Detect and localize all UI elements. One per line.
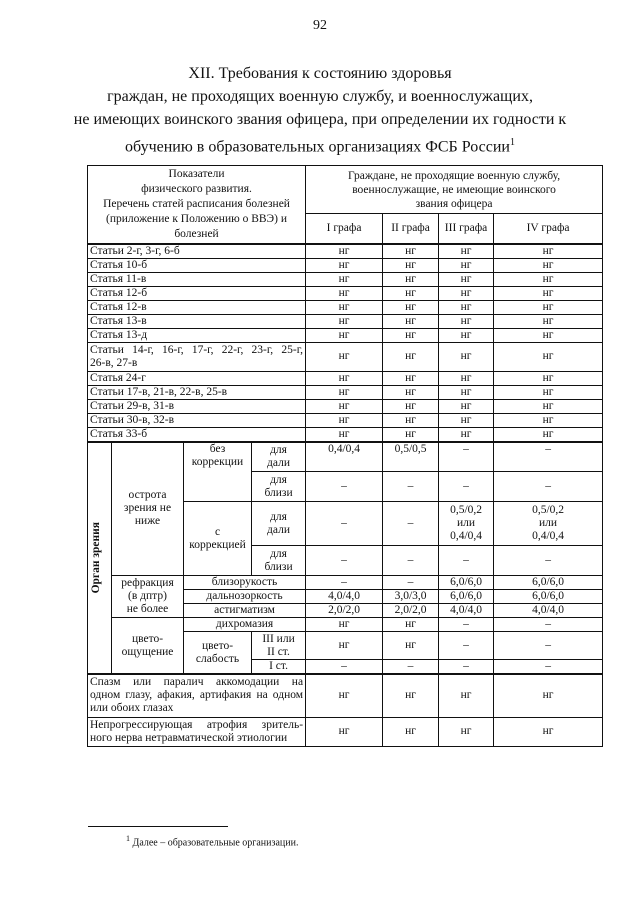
no-correction-label: без коррекции (184, 442, 252, 502)
value-cell: нг (439, 258, 494, 272)
table-row (88, 272, 603, 286)
vision-row (88, 442, 603, 472)
value-cell: – (494, 442, 603, 472)
value-cell: нг (494, 272, 603, 286)
table-row (88, 244, 603, 259)
value-cell: нг (306, 300, 383, 314)
value-cell: нг (306, 314, 383, 328)
title-line: граждан, не проходящих военную службу, и военнослужащих, (107, 88, 533, 105)
far-label: для дали (252, 502, 306, 546)
value-cell: нг (439, 427, 494, 442)
value-cell: нг (383, 258, 439, 272)
value-cell: – (383, 502, 439, 546)
row-label: Непрогрессирующая атрофия зритель- ного нерва нетравматической этиологии (88, 717, 306, 746)
value-cell: нг (383, 286, 439, 300)
table-row (88, 314, 603, 328)
row-label: Статьи 29-в, 31-в (88, 399, 306, 413)
col-header-2: II графа (383, 214, 439, 244)
title-line: обучению в образовательных организациях ФСБ России$^1$ (125, 137, 515, 156)
value-cell: – (306, 472, 383, 502)
row-label: Статьи 17-в, 21-в, 22-в, 25-в (88, 385, 306, 399)
value-cell: нг (306, 342, 383, 371)
refraction-type: астигматизм (184, 604, 306, 618)
value-cell: – (494, 472, 603, 502)
footnote-divider (88, 826, 228, 827)
value-cell: нг (494, 674, 603, 717)
value-cell: – (439, 472, 494, 502)
value-cell: – (494, 618, 603, 632)
value-cell: нг (383, 272, 439, 286)
color-weakness-label: цвето- слабость (184, 632, 252, 675)
table-row (88, 427, 603, 442)
value-cell: 6,0/6,0 (494, 576, 603, 590)
value-cell: 0,5/0,2 или 0,4/0,4 (494, 502, 603, 546)
with-correction-label: с коррекцией (184, 502, 252, 576)
value-cell: нг (383, 413, 439, 427)
value-cell: – (306, 546, 383, 576)
value-cell: нг (306, 328, 383, 342)
value-cell: нг (306, 371, 383, 385)
refraction-row (88, 576, 603, 590)
value-cell: 0,4/0,4 (306, 442, 383, 472)
value-cell: – (306, 502, 383, 546)
value-cell: нг (494, 385, 603, 399)
row-label: Статья 33-б (88, 427, 306, 442)
value-cell: нг (439, 300, 494, 314)
acuity-label: острота зрения не ниже (112, 442, 184, 576)
value-cell: 6,0/6,0 (439, 576, 494, 590)
footnote-ref: 1 (509, 137, 515, 148)
row-label: Статья 13-д (88, 328, 306, 342)
value-cell: нг (439, 328, 494, 342)
value-cell: 4,0/4,0 (494, 604, 603, 618)
value-cell: нг (306, 272, 383, 286)
value-cell: – (439, 546, 494, 576)
color-perception-label: цвето- ощущение (112, 618, 184, 675)
value-cell: нг (494, 342, 603, 371)
value-cell: нг (383, 342, 439, 371)
section-title (40, 62, 600, 158)
header-row (88, 166, 603, 214)
value-cell: нг (383, 385, 439, 399)
degree-label: III или II ст. (252, 632, 306, 660)
value-cell: нг (306, 286, 383, 300)
row-label: Статья 13-в (88, 314, 306, 328)
col-header-1: I графа (306, 214, 383, 244)
value-cell: 2,0/2,0 (306, 604, 383, 618)
value-cell: – (439, 618, 494, 632)
value-cell: – (306, 576, 383, 590)
value-cell: нг (383, 399, 439, 413)
value-cell: 0,5/0,5 (383, 442, 439, 472)
value-cell: – (439, 632, 494, 660)
title-line: XII. Требования к состоянию здоровья (188, 65, 452, 82)
value-cell: – (494, 546, 603, 576)
color-row (88, 618, 603, 632)
value-cell: нг (383, 244, 439, 259)
row-label: Спазм или паралич аккомодации на одном глазу, афакия, артифакия на одном или обоих глазах (88, 674, 306, 717)
row-label: Статьи 30-в, 32-в (88, 413, 306, 427)
value-cell: нг (306, 258, 383, 272)
row-label: Статьи 2-г, 3-г, 6-б (88, 244, 306, 259)
value-cell: – (383, 576, 439, 590)
value-cell: – (306, 660, 383, 675)
value-cell: нг (494, 413, 603, 427)
value-cell: нг (439, 314, 494, 328)
value-cell: нг (306, 385, 383, 399)
value-cell: нг (494, 244, 603, 259)
row-label: Статьи 14-г, 16-г, 17-г, 22-г, 23-г, 25-г, 26-в, 27-в (88, 342, 306, 371)
table-row (88, 717, 603, 746)
value-cell: 3,0/3,0 (383, 590, 439, 604)
value-cell: нг (306, 632, 383, 660)
value-cell: нг (494, 371, 603, 385)
row-label: Статья 10-б (88, 258, 306, 272)
value-cell: нг (439, 399, 494, 413)
footnote: $^1$ Далее – образовательные организации. (126, 834, 299, 849)
value-cell: нг (439, 244, 494, 259)
refraction-type: дальнозоркость (184, 590, 306, 604)
requirements-table (87, 165, 603, 747)
value-cell: нг (439, 272, 494, 286)
value-cell: – (494, 632, 603, 660)
table-row (88, 258, 603, 272)
value-cell: нг (439, 674, 494, 717)
value-cell: нг (439, 413, 494, 427)
table-row (88, 385, 603, 399)
value-cell: нг (383, 618, 439, 632)
near-label: для близи (252, 472, 306, 502)
value-cell: нг (383, 427, 439, 442)
value-cell: нг (383, 632, 439, 660)
table-row (88, 286, 603, 300)
value-cell: нг (494, 286, 603, 300)
page-number: 92 (313, 18, 327, 33)
value-cell: 6,0/6,0 (494, 590, 603, 604)
value-cell: нг (383, 300, 439, 314)
value-cell: нг (383, 717, 439, 746)
value-cell: нг (439, 342, 494, 371)
row-label: Статья 11-в (88, 272, 306, 286)
value-cell: нг (494, 427, 603, 442)
refraction-label: рефракция (в дптр) не более (112, 576, 184, 618)
table-row (88, 342, 603, 371)
value-cell: – (439, 660, 494, 675)
value-cell: нг (383, 674, 439, 717)
value-cell: нг (306, 244, 383, 259)
near-label: для близи (252, 546, 306, 576)
value-cell: нг (494, 300, 603, 314)
value-cell: нг (306, 674, 383, 717)
far-label: для дали (252, 442, 306, 472)
col-header-3: III графа (439, 214, 494, 244)
value-cell: 6,0/6,0 (439, 590, 494, 604)
value-cell: – (439, 442, 494, 472)
value-cell: нг (383, 328, 439, 342)
table-row (88, 674, 603, 717)
value-cell: нг (383, 314, 439, 328)
value-cell: нг (439, 385, 494, 399)
value-cell: – (383, 546, 439, 576)
refraction-type: близорукость (184, 576, 306, 590)
table-row (88, 300, 603, 314)
title-line: не имеющих воинского звания офицера, при определении их годности к (73, 111, 567, 128)
value-cell: нг (439, 371, 494, 385)
value-cell: нг (439, 717, 494, 746)
value-cell: 0,5/0,2 или 0,4/0,4 (439, 502, 494, 546)
value-cell: нг (439, 286, 494, 300)
table-row (88, 328, 603, 342)
value-cell: нг (383, 371, 439, 385)
value-cell: – (494, 660, 603, 675)
table-row (88, 371, 603, 385)
value-cell: нг (494, 258, 603, 272)
row-label: Статья 24-г (88, 371, 306, 385)
value-cell: нг (494, 328, 603, 342)
value-cell: нг (494, 399, 603, 413)
value-cell: нг (306, 618, 383, 632)
value-cell: нг (306, 717, 383, 746)
value-cell: нг (306, 413, 383, 427)
dichromacy-label: дихромазия (184, 618, 306, 632)
value-cell: 4,0/4,0 (306, 590, 383, 604)
value-cell: нг (306, 399, 383, 413)
table-row (88, 399, 603, 413)
value-cell: 2,0/2,0 (383, 604, 439, 618)
value-cell: нг (494, 717, 603, 746)
header-left: Показатели физического развития. Перечень статей расписания болезней (приложение к Положению о ВВЭ) и болезней (88, 166, 306, 244)
value-cell: – (383, 472, 439, 502)
col-header-4: IV графа (494, 214, 603, 244)
value-cell: 4,0/4,0 (439, 604, 494, 618)
degree-label: I ст. (252, 660, 306, 675)
header-group: Граждане, не проходящие военную службу, военнослужащие, не имеющие воинского звания офицера (306, 166, 603, 214)
row-label: Статья 12-в (88, 300, 306, 314)
value-cell: нг (494, 314, 603, 328)
value-cell: – (383, 660, 439, 675)
table-row (88, 413, 603, 427)
row-label: Статья 12-б (88, 286, 306, 300)
organ-label: Орган зрения (88, 442, 112, 675)
value-cell: нг (306, 427, 383, 442)
